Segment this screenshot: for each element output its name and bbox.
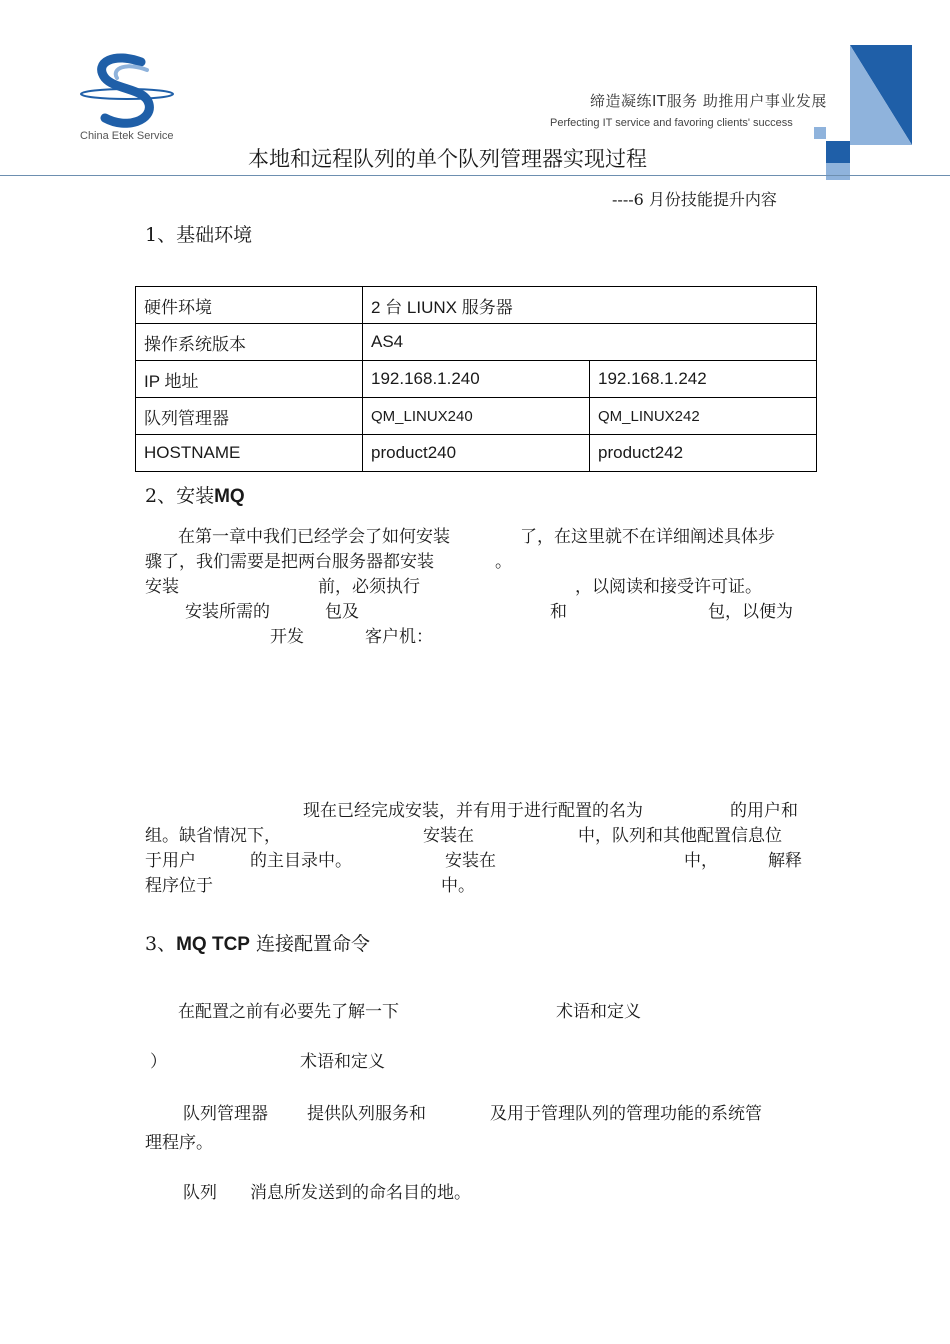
slogan-english: Perfecting IT service and favoring clients' success bbox=[550, 117, 793, 129]
text-fragment: 安装 bbox=[145, 577, 179, 597]
text-fragment: 术语和定义 bbox=[300, 1052, 385, 1072]
text-fragment: 程序位于 bbox=[145, 876, 213, 896]
logo-caption: China Etek Service bbox=[80, 130, 174, 142]
table-cell: 操作系统版本 bbox=[136, 324, 363, 361]
table-cell: 队列管理器 bbox=[136, 398, 363, 435]
text-fragment: 前，必须执行 bbox=[318, 577, 420, 597]
text-fragment: 提供队列服务和 bbox=[307, 1104, 426, 1124]
document-subtitle: ----6 月份技能提升内容 bbox=[612, 190, 777, 209]
heading-bold: MQ bbox=[214, 486, 245, 507]
text-fragment: 包，以便为 bbox=[708, 602, 793, 622]
table-cell: HOSTNAME bbox=[136, 435, 363, 472]
table-cell: product240 bbox=[363, 435, 590, 472]
text-fragment: 中，队列和其他配置信息位 bbox=[578, 826, 782, 846]
heading-text: 连接配置命令 bbox=[249, 933, 371, 955]
table-cell: 192.168.1.242 bbox=[590, 361, 817, 398]
section-3-heading bbox=[145, 929, 370, 956]
heading-text: 2、安装 bbox=[145, 485, 215, 507]
table-cell: IP 地址 bbox=[136, 361, 363, 398]
text-fragment: 现在已经完成安装，并有用于进行配置的名为 bbox=[303, 801, 643, 821]
text-fragment: 中。 bbox=[441, 876, 475, 896]
table-cell: QM_LINUX242 bbox=[590, 398, 817, 435]
text-fragment: 包及 bbox=[325, 602, 359, 622]
table-cell: QM_LINUX240 bbox=[363, 398, 590, 435]
header-decoration-icon bbox=[812, 45, 922, 180]
table-row bbox=[136, 435, 817, 472]
text-fragment: 和 bbox=[550, 602, 567, 622]
table-cell: 2 台 LIUNX 服务器 bbox=[363, 287, 817, 324]
slogan-chinese: 缔造凝练IT服务 助推用户事业发展 bbox=[590, 92, 827, 110]
table-cell: product242 bbox=[590, 435, 817, 472]
text-fragment: 的用户和 bbox=[730, 801, 798, 821]
text-fragment: 于用户 bbox=[145, 851, 196, 871]
text-fragment: 理程序。 bbox=[145, 1133, 213, 1153]
text-fragment: 队列管理器 bbox=[183, 1104, 268, 1124]
text-fragment: 的主目录中。 bbox=[250, 851, 352, 871]
text-fragment: 了，在这里就不在详细阐述具体步 bbox=[520, 527, 775, 547]
table-cell: AS4 bbox=[363, 324, 817, 361]
heading-text: 3、 bbox=[145, 933, 177, 955]
table-row bbox=[136, 287, 817, 324]
table-cell: 硬件环境 bbox=[136, 287, 363, 324]
section-2-heading bbox=[145, 481, 245, 508]
text-fragment: 。 bbox=[495, 552, 512, 572]
text-fragment: 安装所需的 bbox=[185, 602, 270, 622]
document-title: 本地和远程队列的单个队列管理器实现过程 bbox=[248, 147, 647, 171]
table-row bbox=[136, 324, 817, 361]
header-divider bbox=[0, 175, 950, 176]
text-fragment: 安装在 bbox=[445, 851, 496, 871]
table-row bbox=[136, 361, 817, 398]
environment-table bbox=[135, 286, 817, 472]
heading-bold: MQ TCP bbox=[176, 934, 250, 955]
text-fragment: ，以阅读和接受许可证。 bbox=[575, 577, 762, 597]
text-fragment: 在第一章中我们已经学会了如何安装 bbox=[178, 527, 450, 547]
table-cell: 192.168.1.240 bbox=[363, 361, 590, 398]
text-fragment: 组。缺省情况下， bbox=[145, 826, 281, 846]
table-row bbox=[136, 398, 817, 435]
text-fragment: 队列 bbox=[183, 1183, 217, 1203]
text-fragment: 及用于管理队列的管理功能的系统管 bbox=[490, 1104, 762, 1124]
text-fragment: 在配置之前有必要先了解一下 bbox=[178, 1002, 399, 1022]
text-fragment: 安装在 bbox=[423, 826, 474, 846]
text-fragment: 解释 bbox=[768, 851, 802, 871]
section-1-heading: 1、基础环境 bbox=[145, 224, 253, 246]
text-fragment: 骤了，我们需要是把两台服务器都安装 bbox=[145, 552, 434, 572]
text-fragment: 消息所发送到的命名目的地。 bbox=[250, 1183, 471, 1203]
text-fragment: ） bbox=[150, 1052, 167, 1072]
text-fragment: 客户机： bbox=[365, 627, 433, 647]
text-fragment: 术语和定义 bbox=[556, 1002, 641, 1022]
text-fragment: 开发 bbox=[270, 627, 304, 647]
text-fragment: 中， bbox=[684, 851, 718, 871]
